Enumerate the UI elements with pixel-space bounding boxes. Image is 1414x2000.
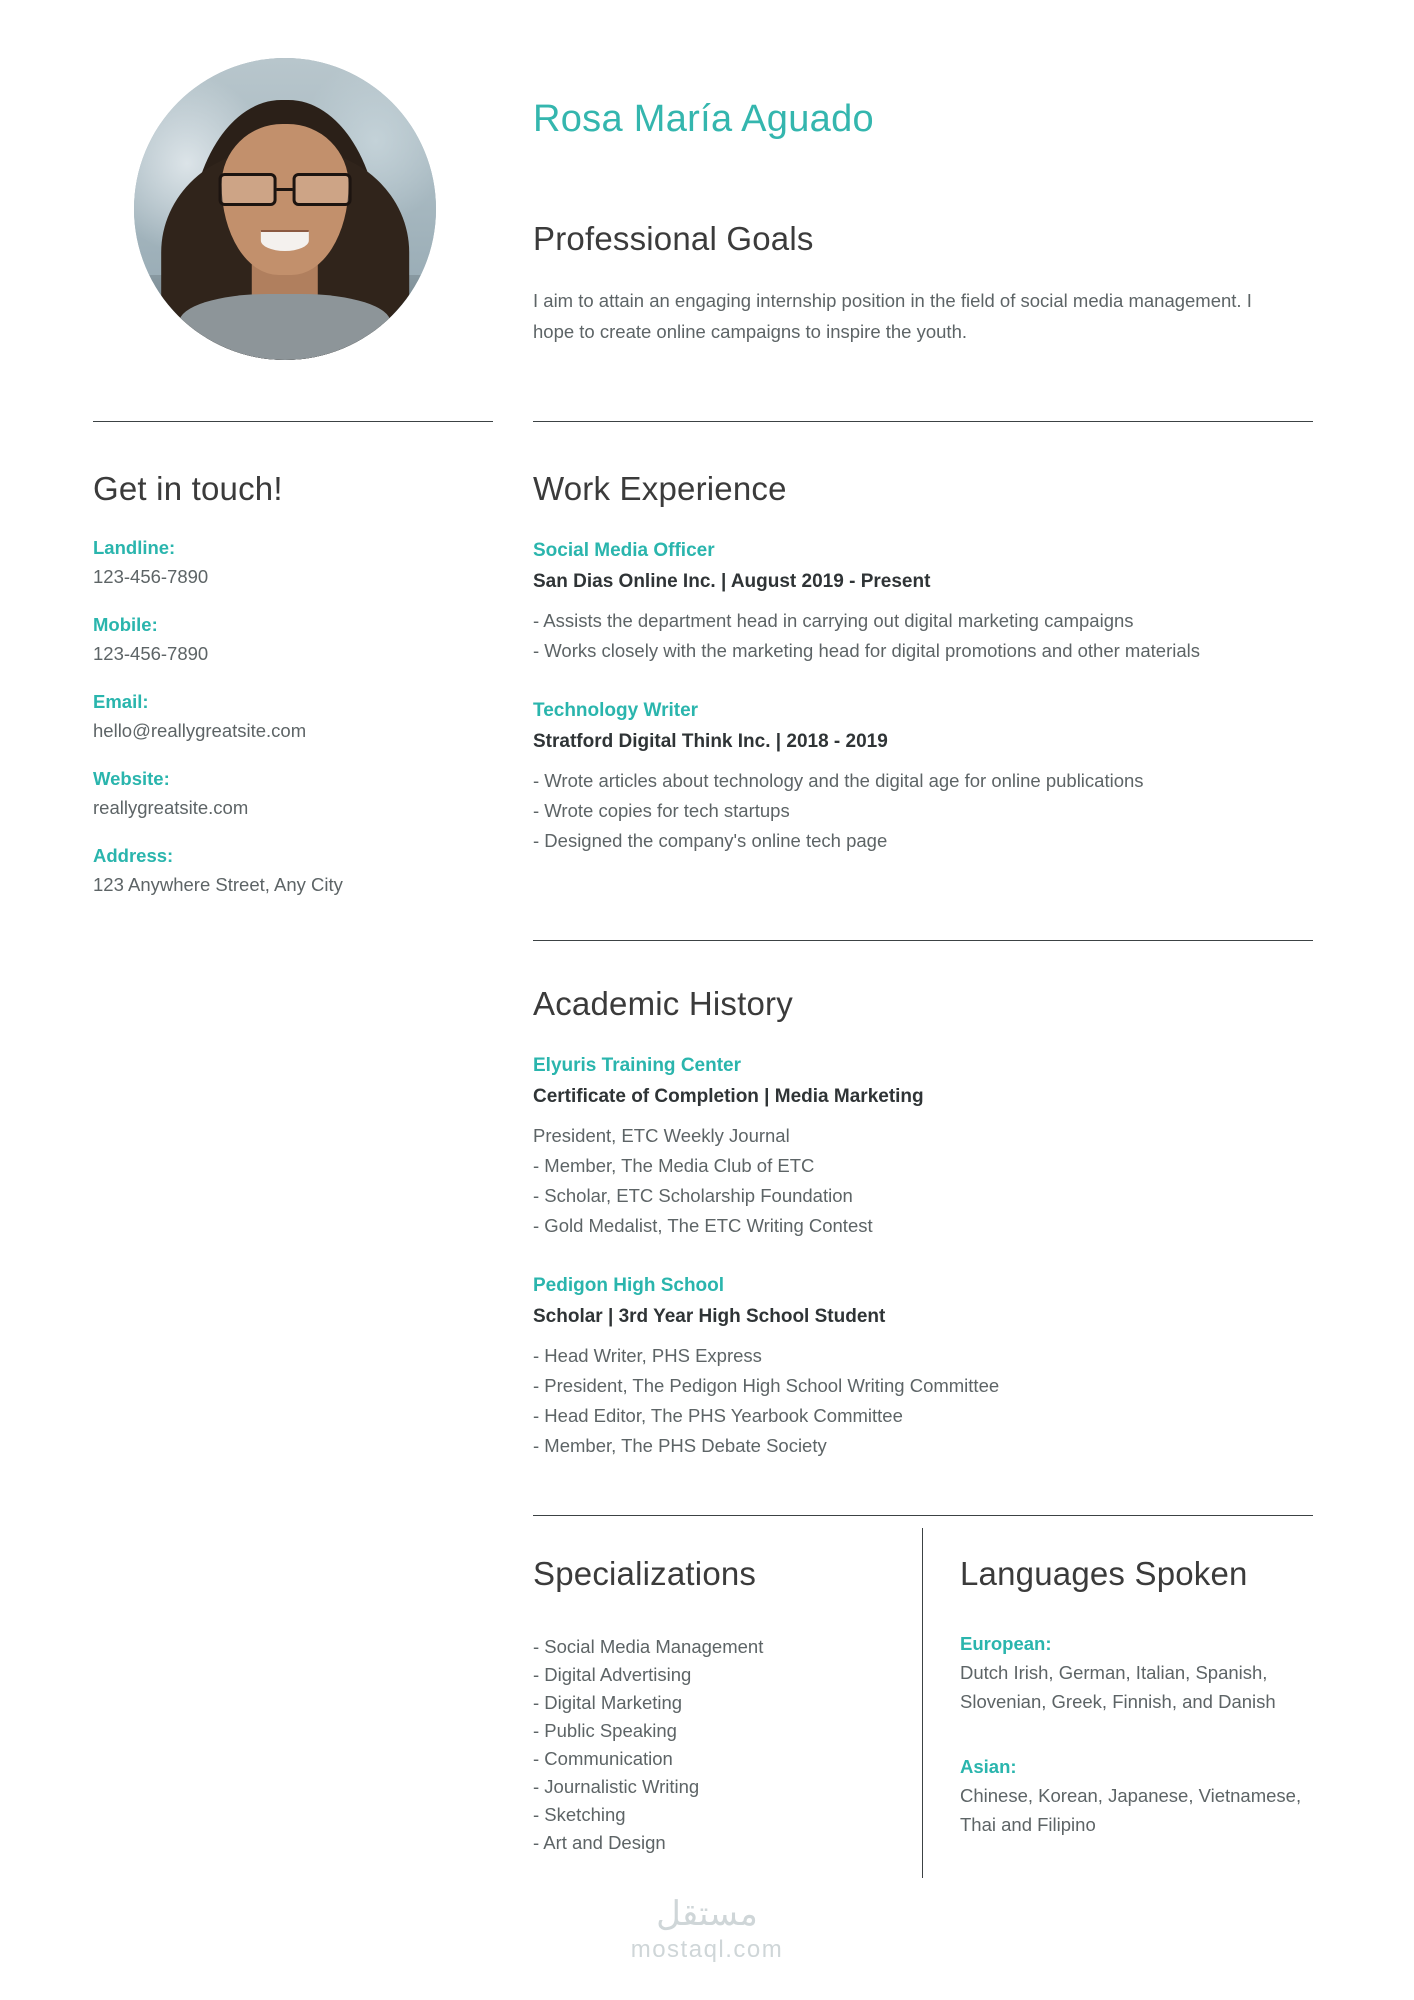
contact-item-email bbox=[93, 688, 493, 745]
academic-bullet: - Head Editor, The PHS Yearbook Committee bbox=[533, 1405, 903, 1426]
contact-heading: Get in touch! bbox=[93, 470, 283, 507]
page-title: Rosa María Aguado bbox=[533, 98, 874, 140]
work-item bbox=[533, 696, 1313, 856]
contact-value[interactable]: reallygreatsite.com bbox=[93, 797, 249, 818]
work-item bbox=[533, 536, 1313, 666]
academic-bullets bbox=[533, 1121, 1313, 1241]
photo-shirt bbox=[179, 294, 390, 360]
work-meta: Stratford Digital Think Inc. | 2018 - 2019 bbox=[533, 731, 888, 752]
work-role: Technology Writer bbox=[533, 700, 699, 721]
academic-bullet: - Scholar, ETC Scholarship Foundation bbox=[533, 1185, 853, 1206]
contact-label: Landline: bbox=[93, 537, 176, 558]
contact-label: Mobile: bbox=[93, 614, 158, 635]
academic-item bbox=[533, 1051, 1313, 1241]
divider-bottom bbox=[533, 1515, 1313, 1516]
academic-item bbox=[533, 1271, 1313, 1461]
contact-label: Email: bbox=[93, 691, 149, 712]
glasses-right-lens bbox=[293, 173, 351, 206]
glasses-left-lens bbox=[219, 173, 277, 206]
divider-right-top bbox=[533, 421, 1313, 422]
language-group-european bbox=[960, 1629, 1340, 1716]
languages-heading: Languages Spoken bbox=[960, 1555, 1248, 1592]
work-bullets bbox=[533, 766, 1313, 856]
professional-goals-heading: Professional Goals bbox=[533, 220, 814, 257]
academic-history-section bbox=[533, 985, 1313, 1491]
work-role: Social Media Officer bbox=[533, 540, 715, 561]
list-item: - Social Media Management bbox=[533, 1636, 764, 1657]
work-bullets bbox=[533, 606, 1313, 666]
contact-item-address bbox=[93, 842, 493, 899]
languages-section bbox=[960, 1555, 1340, 1839]
contact-value[interactable]: hello@reallygreatsite.com bbox=[93, 720, 307, 741]
list-item: - Digital Marketing bbox=[533, 1692, 683, 1713]
contact-label: Website: bbox=[93, 768, 170, 789]
academic-bullet: - Member, The Media Club of ETC bbox=[533, 1155, 815, 1176]
language-label: Asian: bbox=[960, 1756, 1017, 1777]
work-experience-heading: Work Experience bbox=[533, 470, 787, 507]
academic-detail: Scholar | 3rd Year High School Student bbox=[533, 1306, 886, 1327]
divider-vertical bbox=[922, 1528, 923, 1878]
language-label: European: bbox=[960, 1633, 1052, 1654]
language-value: Chinese, Korean, Japanese, Vietnamese, Thai and Filipino bbox=[960, 1785, 1302, 1835]
work-bullet: - Assists the department head in carrying out digital marketing campaigns bbox=[533, 610, 1134, 631]
work-bullet: - Wrote articles about technology and the digital age for online publications bbox=[533, 770, 1144, 791]
contact-item-website bbox=[93, 765, 493, 822]
academic-school: Elyuris Training Center bbox=[533, 1055, 741, 1076]
academic-bullet: President, ETC Weekly Journal bbox=[533, 1125, 790, 1146]
academic-detail: Certificate of Completion | Media Marketing bbox=[533, 1086, 924, 1107]
list-item: - Public Speaking bbox=[533, 1720, 677, 1741]
contact-value: 123 Anywhere Street, Any City bbox=[93, 874, 343, 895]
academic-school: Pedigon High School bbox=[533, 1275, 725, 1296]
specializations-list bbox=[533, 1633, 893, 1857]
divider-left-top bbox=[93, 421, 493, 422]
contact-item-mobile bbox=[93, 611, 493, 668]
list-item: - Journalistic Writing bbox=[533, 1776, 700, 1797]
contact-value: 123-456-7890 bbox=[93, 643, 209, 664]
glasses-bridge bbox=[277, 188, 293, 191]
divider-academic bbox=[533, 940, 1313, 941]
glasses-icon bbox=[219, 173, 352, 206]
academic-bullets bbox=[533, 1341, 1313, 1461]
professional-goals-text: I aim to attain an engaging internship position in the field of social media management. I hope to create online campaigns to inspire the youth. bbox=[533, 290, 1252, 342]
work-bullet: - Designed the company's online tech page bbox=[533, 830, 888, 851]
list-item: - Sketching bbox=[533, 1804, 626, 1825]
academic-bullet: - Member, The PHS Debate Society bbox=[533, 1435, 827, 1456]
list-item: - Communication bbox=[533, 1748, 673, 1769]
watermark-latin: mostaql.com bbox=[630, 1936, 784, 1963]
academic-bullet: - Gold Medalist, The ETC Writing Contest bbox=[533, 1215, 873, 1236]
specializations-heading: Specializations bbox=[533, 1555, 757, 1592]
work-meta: San Dias Online Inc. | August 2019 - Present bbox=[533, 571, 931, 592]
list-item: - Digital Advertising bbox=[533, 1664, 692, 1685]
profile-photo bbox=[134, 58, 436, 360]
work-experience-section bbox=[533, 470, 1313, 886]
work-bullet: - Works closely with the marketing head for digital promotions and other materials bbox=[533, 640, 1200, 661]
contact-value: 123-456-7890 bbox=[93, 566, 209, 587]
contact-item-landline bbox=[93, 534, 493, 591]
language-value: Dutch Irish, German, Italian, Spanish, Slovenian, Greek, Finnish, and Danish bbox=[960, 1662, 1276, 1712]
work-bullet: - Wrote copies for tech startups bbox=[533, 800, 790, 821]
watermark-arabic: مستقل bbox=[656, 1895, 758, 1933]
list-item: - Art and Design bbox=[533, 1832, 666, 1853]
specializations-section bbox=[533, 1555, 893, 1857]
avatar bbox=[134, 58, 436, 360]
contact-section bbox=[93, 470, 493, 919]
language-group-asian bbox=[960, 1752, 1340, 1839]
watermark bbox=[0, 1894, 1414, 1964]
contact-label: Address: bbox=[93, 845, 174, 866]
academic-history-heading: Academic History bbox=[533, 985, 793, 1022]
academic-bullet: - Head Writer, PHS Express bbox=[533, 1345, 762, 1366]
academic-bullet: - President, The Pedigon High School Writing Committee bbox=[533, 1375, 1000, 1396]
